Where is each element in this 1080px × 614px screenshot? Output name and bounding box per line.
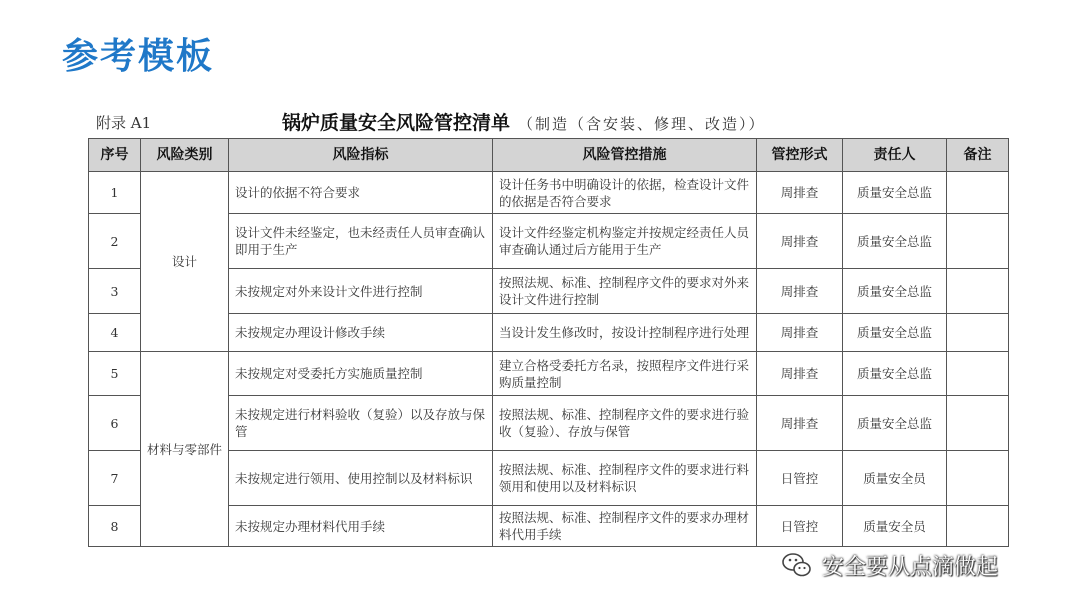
note-cell — [947, 269, 1009, 314]
document-title — [282, 108, 766, 135]
note-cell — [947, 172, 1009, 214]
row-no: 3 — [89, 269, 141, 314]
document-subtitle: （制造（含安装、修理、改造）） — [518, 115, 766, 133]
control-form: 周排查 — [757, 352, 843, 396]
control-form: 日管控 — [757, 451, 843, 506]
header-form: 管控形式 — [757, 139, 843, 172]
responsible-person: 质量安全总监 — [843, 314, 947, 352]
control-form: 日管控 — [757, 506, 843, 547]
risk-indicator: 未按规定办理材料代用手续 — [229, 506, 493, 547]
control-measure: 按照法规、标准、控制程序文件的要求办理材料代用手续 — [493, 506, 757, 547]
responsible-person: 质量安全总监 — [843, 396, 947, 451]
header-note: 备注 — [947, 139, 1009, 172]
table-row — [89, 352, 1009, 396]
control-form: 周排查 — [757, 269, 843, 314]
watermark-text: 安全要从点滴做起 — [822, 554, 999, 580]
control-form: 周排查 — [757, 172, 843, 214]
control-measure: 按照法规、标准、控制程序文件的要求对外来设计文件进行控制 — [493, 269, 757, 314]
responsible-person: 质量安全总监 — [843, 172, 947, 214]
row-no: 7 — [89, 451, 141, 506]
document-title-text: 锅炉质量安全风险管控清单 — [282, 112, 511, 134]
row-no: 8 — [89, 506, 141, 547]
control-measure: 按照法规、标准、控制程序文件的要求进行验收（复验）、存放与保管 — [493, 396, 757, 451]
risk-indicator: 未按规定办理设计修改手续 — [229, 314, 493, 352]
header-measure: 风险管控措施 — [493, 139, 757, 172]
note-cell — [947, 214, 1009, 269]
note-cell — [947, 396, 1009, 451]
header-category: 风险类别 — [141, 139, 229, 172]
header-no: 序号 — [89, 139, 141, 172]
control-measure: 按照法规、标准、控制程序文件的要求进行料领用和使用以及材料标识 — [493, 451, 757, 506]
responsible-person: 质量安全总监 — [843, 352, 947, 396]
risk-control-table — [88, 138, 1009, 547]
risk-indicator: 未按规定对外来设计文件进行控制 — [229, 269, 493, 314]
control-form: 周排查 — [757, 214, 843, 269]
responsible-person: 质量安全总监 — [843, 269, 947, 314]
control-measure: 设计任务书中明确设计的依据，检查设计文件的依据是否符合要求 — [493, 172, 757, 214]
risk-indicator: 未按规定进行领用、使用控制以及材料标识 — [229, 451, 493, 506]
control-form: 周排查 — [757, 314, 843, 352]
row-no: 5 — [89, 352, 141, 396]
note-cell — [947, 352, 1009, 396]
table-header-row — [89, 139, 1009, 172]
note-cell — [947, 506, 1009, 547]
responsible-person: 质量安全员 — [843, 451, 947, 506]
header-indicator: 风险指标 — [229, 139, 493, 172]
table-row — [89, 172, 1009, 214]
category-cell: 设计 — [141, 172, 229, 352]
wechat-icon — [780, 548, 814, 582]
category-cell: 材料与零部件 — [141, 352, 229, 547]
control-measure: 建立合格受委托方名录，按照程序文件进行采购质量控制 — [493, 352, 757, 396]
risk-indicator: 未按规定对受委托方实施质量控制 — [229, 352, 493, 396]
watermark — [780, 548, 998, 582]
row-no: 2 — [89, 214, 141, 269]
risk-indicator: 未按规定进行材料验收（复验）以及存放与保管 — [229, 396, 493, 451]
note-cell — [947, 451, 1009, 506]
header-owner: 责任人 — [843, 139, 947, 172]
responsible-person: 质量安全总监 — [843, 214, 947, 269]
control-measure: 设计文件经鉴定机构鉴定并按规定经责任人员审查确认通过后方能用于生产 — [493, 214, 757, 269]
row-no: 4 — [89, 314, 141, 352]
control-measure: 当设计发生修改时，按设计控制程序进行处理 — [493, 314, 757, 352]
slide-title: 参考模板 — [62, 36, 215, 77]
note-cell — [947, 314, 1009, 352]
responsible-person: 质量安全员 — [843, 506, 947, 547]
risk-indicator: 设计文件未经鉴定，也未经责任人员审查确认即用于生产 — [229, 214, 493, 269]
risk-indicator: 设计的依据不符合要求 — [229, 172, 493, 214]
control-form: 周排查 — [757, 396, 843, 451]
appendix-label: 附录 A1 — [96, 114, 152, 132]
row-no: 6 — [89, 396, 141, 451]
row-no: 1 — [89, 172, 141, 214]
